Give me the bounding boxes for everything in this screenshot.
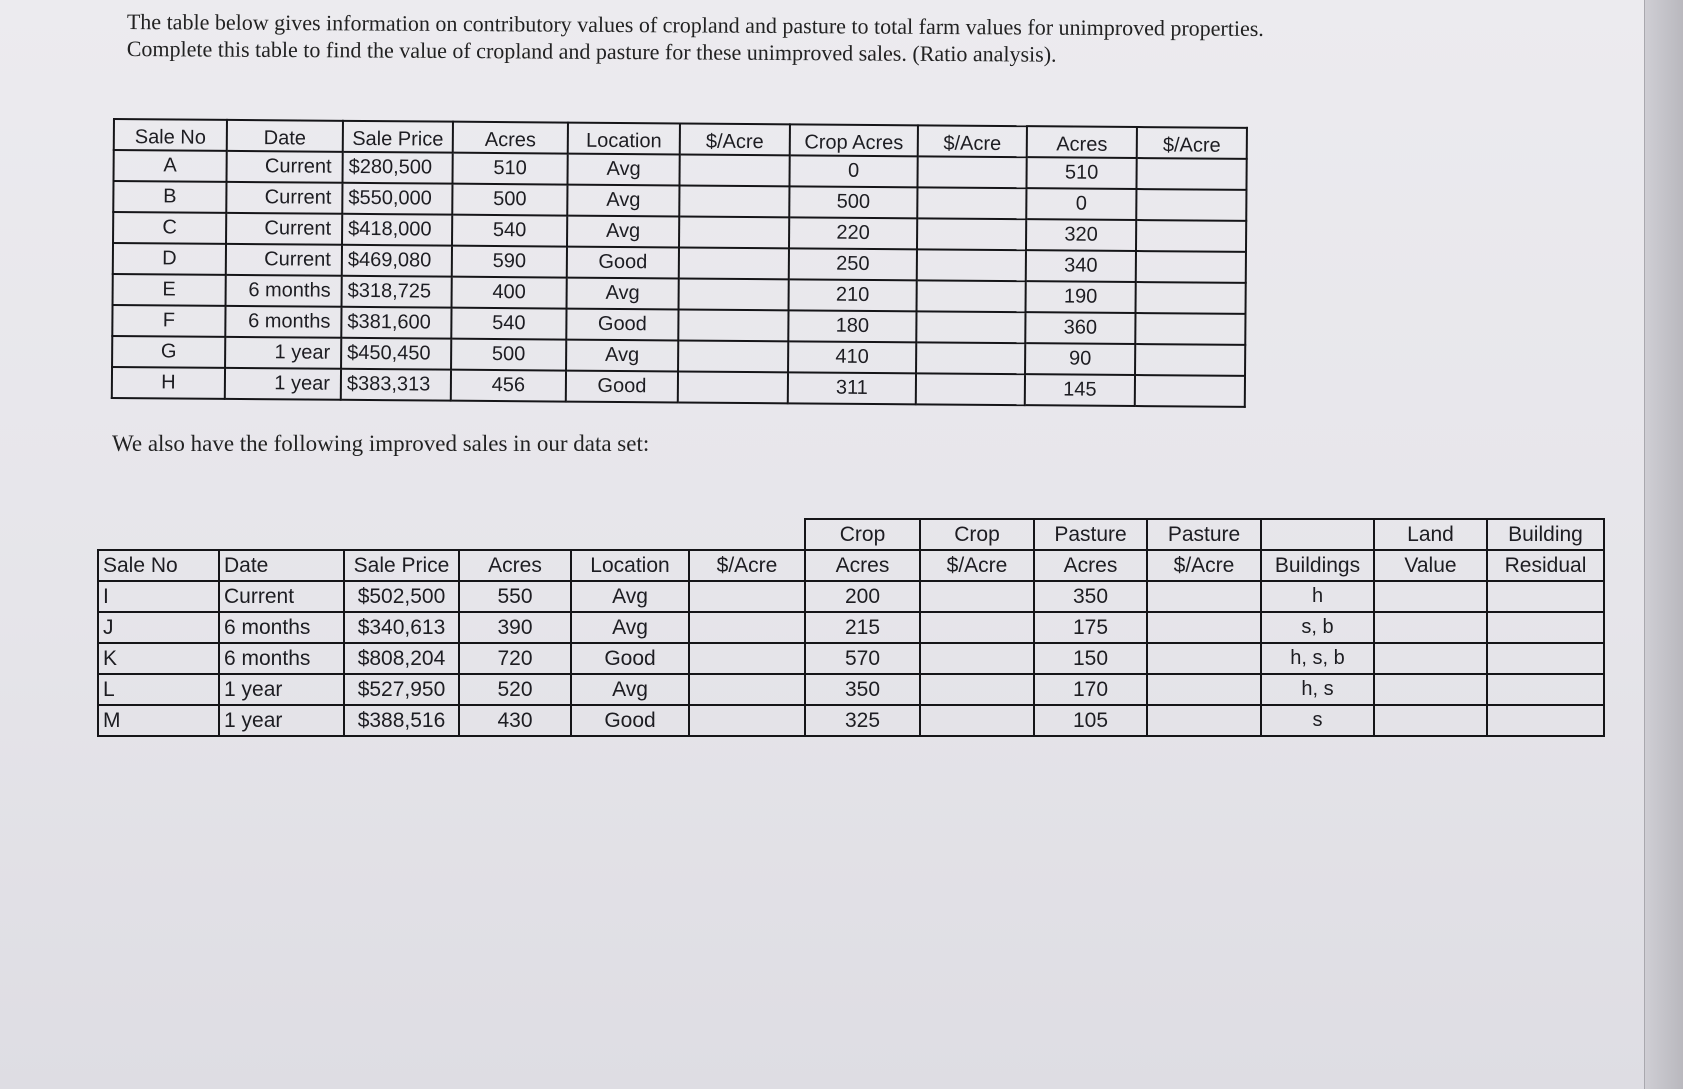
sale-no-cell: G (112, 336, 225, 368)
table1-header-sale-price: Sale Price (343, 121, 453, 153)
location-cell: Good (566, 371, 678, 403)
crop-acres-cell: 410 (788, 341, 916, 373)
crop-acres-cell: 215 (805, 612, 920, 643)
acres-cell: 540 (451, 308, 566, 340)
sale-no-cell: J (98, 612, 219, 643)
land-value-cell (1374, 643, 1487, 674)
table1-header-acres: Acres (453, 122, 568, 154)
building-residual-cell (1487, 612, 1604, 643)
location-cell: Avg (567, 154, 679, 186)
table1-header-pasture-acres: Acres (1027, 126, 1137, 158)
crop-per-acre-cell (917, 156, 1026, 188)
table1-header-price-per-acre: $/Acre (680, 123, 790, 155)
crop-per-acre-cell (916, 342, 1025, 374)
table2-header-blank (571, 519, 689, 550)
sale-price-cell: $550,000 (342, 183, 452, 215)
date-cell: 6 months (219, 612, 344, 643)
sale-price-cell: $280,500 (342, 152, 452, 184)
table-row (98, 674, 1604, 705)
location-cell: Avg (571, 674, 689, 705)
price-per-acre-cell (678, 371, 788, 403)
table1-header-crop-per-acre: $/Acre (918, 125, 1027, 157)
table2-header-blank (344, 519, 459, 550)
crop-acres-cell: 350 (805, 674, 920, 705)
land-value-cell (1374, 674, 1487, 705)
location-cell: Avg (566, 340, 678, 372)
table2-header-pasture-top: Pasture (1034, 519, 1147, 550)
table-row (98, 705, 1604, 736)
table-row (98, 643, 1604, 674)
table1-header-pasture-per-acre: $/Acre (1137, 127, 1247, 159)
location-cell: Avg (567, 278, 679, 310)
land-value-cell (1374, 705, 1487, 736)
location-cell: Good (571, 705, 689, 736)
date-cell: Current (227, 151, 343, 183)
pasture-acres-cell: 0 (1026, 188, 1136, 220)
sale-price-cell: $418,000 (342, 214, 452, 246)
date-cell: 1 year (219, 674, 344, 705)
crop-per-acre-cell (920, 705, 1034, 736)
crop-per-acre-cell (917, 218, 1026, 250)
pasture-per-acre-cell (1135, 344, 1245, 376)
sale-no-cell: C (113, 212, 226, 244)
pasture-per-acre-cell (1147, 643, 1261, 674)
sale-price-cell: $340,613 (344, 612, 459, 643)
buildings-cell: s, b (1261, 612, 1374, 643)
date-cell: Current (226, 213, 342, 245)
date-cell: 6 months (226, 275, 342, 307)
acres-cell: 500 (452, 184, 567, 216)
pasture-acres-cell: 190 (1026, 281, 1136, 313)
crop-acres-cell: 500 (789, 186, 917, 218)
table2-header-price-per-acre: $/Acre (689, 550, 805, 581)
price-per-acre-cell (679, 185, 789, 217)
date-cell: Current (219, 581, 344, 612)
land-value-cell (1374, 581, 1487, 612)
crop-acres-cell: 311 (788, 372, 916, 404)
crop-acres-cell: 220 (789, 217, 917, 249)
price-per-acre-cell (678, 340, 788, 372)
land-value-cell (1374, 612, 1487, 643)
price-per-acre-cell (689, 643, 805, 674)
price-per-acre-cell (679, 247, 789, 279)
acres-cell: 720 (459, 643, 571, 674)
improved-sales-table (97, 518, 1605, 737)
table-row (98, 581, 1604, 612)
pasture-per-acre-cell (1136, 251, 1246, 283)
sale-no-cell: K (98, 643, 219, 674)
table1-header-location: Location (568, 123, 680, 155)
crop-per-acre-cell (917, 187, 1026, 219)
table2-header-blank (689, 519, 805, 550)
sale-price-cell: $450,450 (341, 338, 451, 370)
price-per-acre-cell (679, 216, 789, 248)
crop-per-acre-cell (920, 674, 1034, 705)
acres-cell: 430 (459, 705, 571, 736)
acres-cell: 400 (452, 277, 567, 309)
acres-cell: 550 (459, 581, 571, 612)
instructions-text (127, 8, 1487, 70)
pasture-acres-cell: 510 (1026, 157, 1136, 189)
sale-no-cell: E (113, 274, 226, 306)
table2-header-crop-acres: Acres (805, 550, 920, 581)
sale-no-cell: F (112, 305, 225, 337)
table2-header-crop-per-acre: $/Acre (920, 550, 1034, 581)
crop-per-acre-cell (916, 373, 1025, 405)
table2-header-pasture-top: Pasture (1147, 519, 1261, 550)
pasture-per-acre-cell (1135, 313, 1245, 345)
table2-header-row-top (98, 519, 1604, 550)
table1-header-crop-acres: Crop Acres (790, 124, 918, 156)
buildings-cell: s (1261, 705, 1374, 736)
table2-header-date: Date (219, 550, 344, 581)
pasture-acres-cell: 150 (1034, 643, 1147, 674)
crop-acres-cell: 180 (788, 310, 916, 342)
crop-acres-cell: 570 (805, 643, 920, 674)
table2-header-blank (459, 519, 571, 550)
price-per-acre-cell (689, 612, 805, 643)
location-cell: Good (566, 309, 678, 341)
crop-acres-cell: 325 (805, 705, 920, 736)
sale-price-cell: $388,516 (344, 705, 459, 736)
table2-header-crop-top: Crop (920, 519, 1034, 550)
table2-header-land-top: Land (1374, 519, 1487, 550)
sale-price-cell: $383,313 (341, 369, 451, 401)
table2-header-sale-no: Sale No (98, 550, 219, 581)
pasture-acres-cell: 175 (1034, 612, 1147, 643)
sale-no-cell: B (113, 181, 226, 213)
date-cell: 6 months (225, 306, 341, 338)
instructions-line-1: The table below gives information on contributory values of cropland and pasture to total farm values for unimproved properties. (126, 8, 1264, 41)
page-edge-shadow (1644, 0, 1683, 1089)
location-cell: Good (567, 247, 679, 279)
pasture-acres-cell: 360 (1025, 312, 1135, 344)
table2-header-buildings: Buildings (1261, 550, 1374, 581)
pasture-acres-cell: 350 (1034, 581, 1147, 612)
pasture-per-acre-cell (1135, 375, 1245, 407)
sale-price-cell: $502,500 (344, 581, 459, 612)
improved-sales-subheading: We also have the following improved sales in our data set: (112, 431, 650, 456)
sale-price-cell: $527,950 (344, 674, 459, 705)
crop-per-acre-cell (920, 612, 1034, 643)
date-cell: 1 year (225, 337, 341, 369)
pasture-per-acre-cell (1136, 189, 1246, 221)
pasture-acres-cell: 105 (1034, 705, 1147, 736)
table1-header-date: Date (227, 120, 343, 152)
table2-header-building-residual: Residual (1487, 550, 1604, 581)
pasture-acres-cell: 90 (1025, 343, 1135, 375)
pasture-per-acre-cell (1147, 612, 1261, 643)
sale-no-cell: A (114, 150, 227, 182)
sale-price-cell: $318,725 (342, 276, 452, 308)
location-cell: Avg (571, 612, 689, 643)
date-cell: 1 year (219, 705, 344, 736)
acres-cell: 540 (452, 215, 567, 247)
pasture-acres-cell: 340 (1026, 250, 1136, 282)
sale-price-cell: $381,600 (341, 307, 451, 339)
location-cell: Avg (567, 216, 679, 248)
sale-no-cell: M (98, 705, 219, 736)
acres-cell: 456 (451, 370, 566, 402)
table2-header-sale-price: Sale Price (344, 550, 459, 581)
building-residual-cell (1487, 705, 1604, 736)
crop-per-acre-cell (920, 643, 1034, 674)
acres-cell: 390 (459, 612, 571, 643)
price-per-acre-cell (678, 309, 788, 341)
acres-cell: 590 (452, 246, 567, 278)
location-cell: Avg (571, 581, 689, 612)
date-cell: 6 months (219, 643, 344, 674)
sale-no-cell: L (98, 674, 219, 705)
price-per-acre-cell (679, 278, 789, 310)
sale-no-cell: H (112, 367, 225, 399)
table2-header-buildings-top (1261, 519, 1374, 550)
sale-price-cell: $469,080 (342, 245, 452, 277)
sale-price-cell: $808,204 (344, 643, 459, 674)
crop-per-acre-cell (916, 311, 1025, 343)
building-residual-cell (1487, 674, 1604, 705)
crop-per-acre-cell (917, 249, 1026, 281)
price-per-acre-cell (679, 154, 789, 186)
crop-per-acre-cell (917, 280, 1026, 312)
location-cell: Avg (567, 185, 679, 217)
table2-header-acres: Acres (459, 550, 571, 581)
price-per-acre-cell (689, 674, 805, 705)
pasture-acres-cell: 170 (1034, 674, 1147, 705)
acres-cell: 510 (452, 153, 567, 185)
acres-cell: 500 (451, 339, 566, 371)
crop-acres-cell: 250 (789, 248, 917, 280)
table2-header-land-value: Value (1374, 550, 1487, 581)
pasture-per-acre-cell (1136, 158, 1246, 190)
location-cell: Good (571, 643, 689, 674)
pasture-per-acre-cell (1147, 581, 1261, 612)
pasture-acres-cell: 145 (1025, 374, 1135, 406)
table2-header-pasture-per-acre: $/Acre (1147, 550, 1261, 581)
pasture-acres-cell: 320 (1026, 219, 1136, 251)
buildings-cell: h, s, b (1261, 643, 1374, 674)
instructions-line-2: Complete this table to find the value of cropland and pasture for these unimproved sales. (Ratio analysis). (126, 35, 1057, 67)
sale-no-cell: D (113, 243, 226, 275)
price-per-acre-cell (689, 705, 805, 736)
table2-header-row (98, 550, 1604, 581)
crop-acres-cell: 200 (805, 581, 920, 612)
unimproved-sales-table (111, 118, 1248, 408)
date-cell: Current (226, 182, 342, 214)
table2-header-pasture-acres: Acres (1034, 550, 1147, 581)
pasture-per-acre-cell (1147, 705, 1261, 736)
sale-no-cell: I (98, 581, 219, 612)
pasture-per-acre-cell (1135, 282, 1245, 314)
table2-header-crop-top: Crop (805, 519, 920, 550)
buildings-cell: h, s (1261, 674, 1374, 705)
table-row (98, 612, 1604, 643)
buildings-cell: h (1261, 581, 1374, 612)
crop-acres-cell: 0 (789, 155, 917, 187)
table2-header-blank (98, 519, 219, 550)
price-per-acre-cell (689, 581, 805, 612)
table2-header-building-top: Building (1487, 519, 1604, 550)
date-cell: Current (226, 244, 342, 276)
date-cell: 1 year (225, 368, 341, 400)
crop-per-acre-cell (920, 581, 1034, 612)
pasture-per-acre-cell (1136, 220, 1246, 252)
building-residual-cell (1487, 581, 1604, 612)
table2-header-location: Location (571, 550, 689, 581)
crop-acres-cell: 210 (789, 279, 917, 311)
table2-header-blank (219, 519, 344, 550)
pasture-per-acre-cell (1147, 674, 1261, 705)
table1-header-sale-no: Sale No (114, 119, 227, 151)
building-residual-cell (1487, 643, 1604, 674)
acres-cell: 520 (459, 674, 571, 705)
